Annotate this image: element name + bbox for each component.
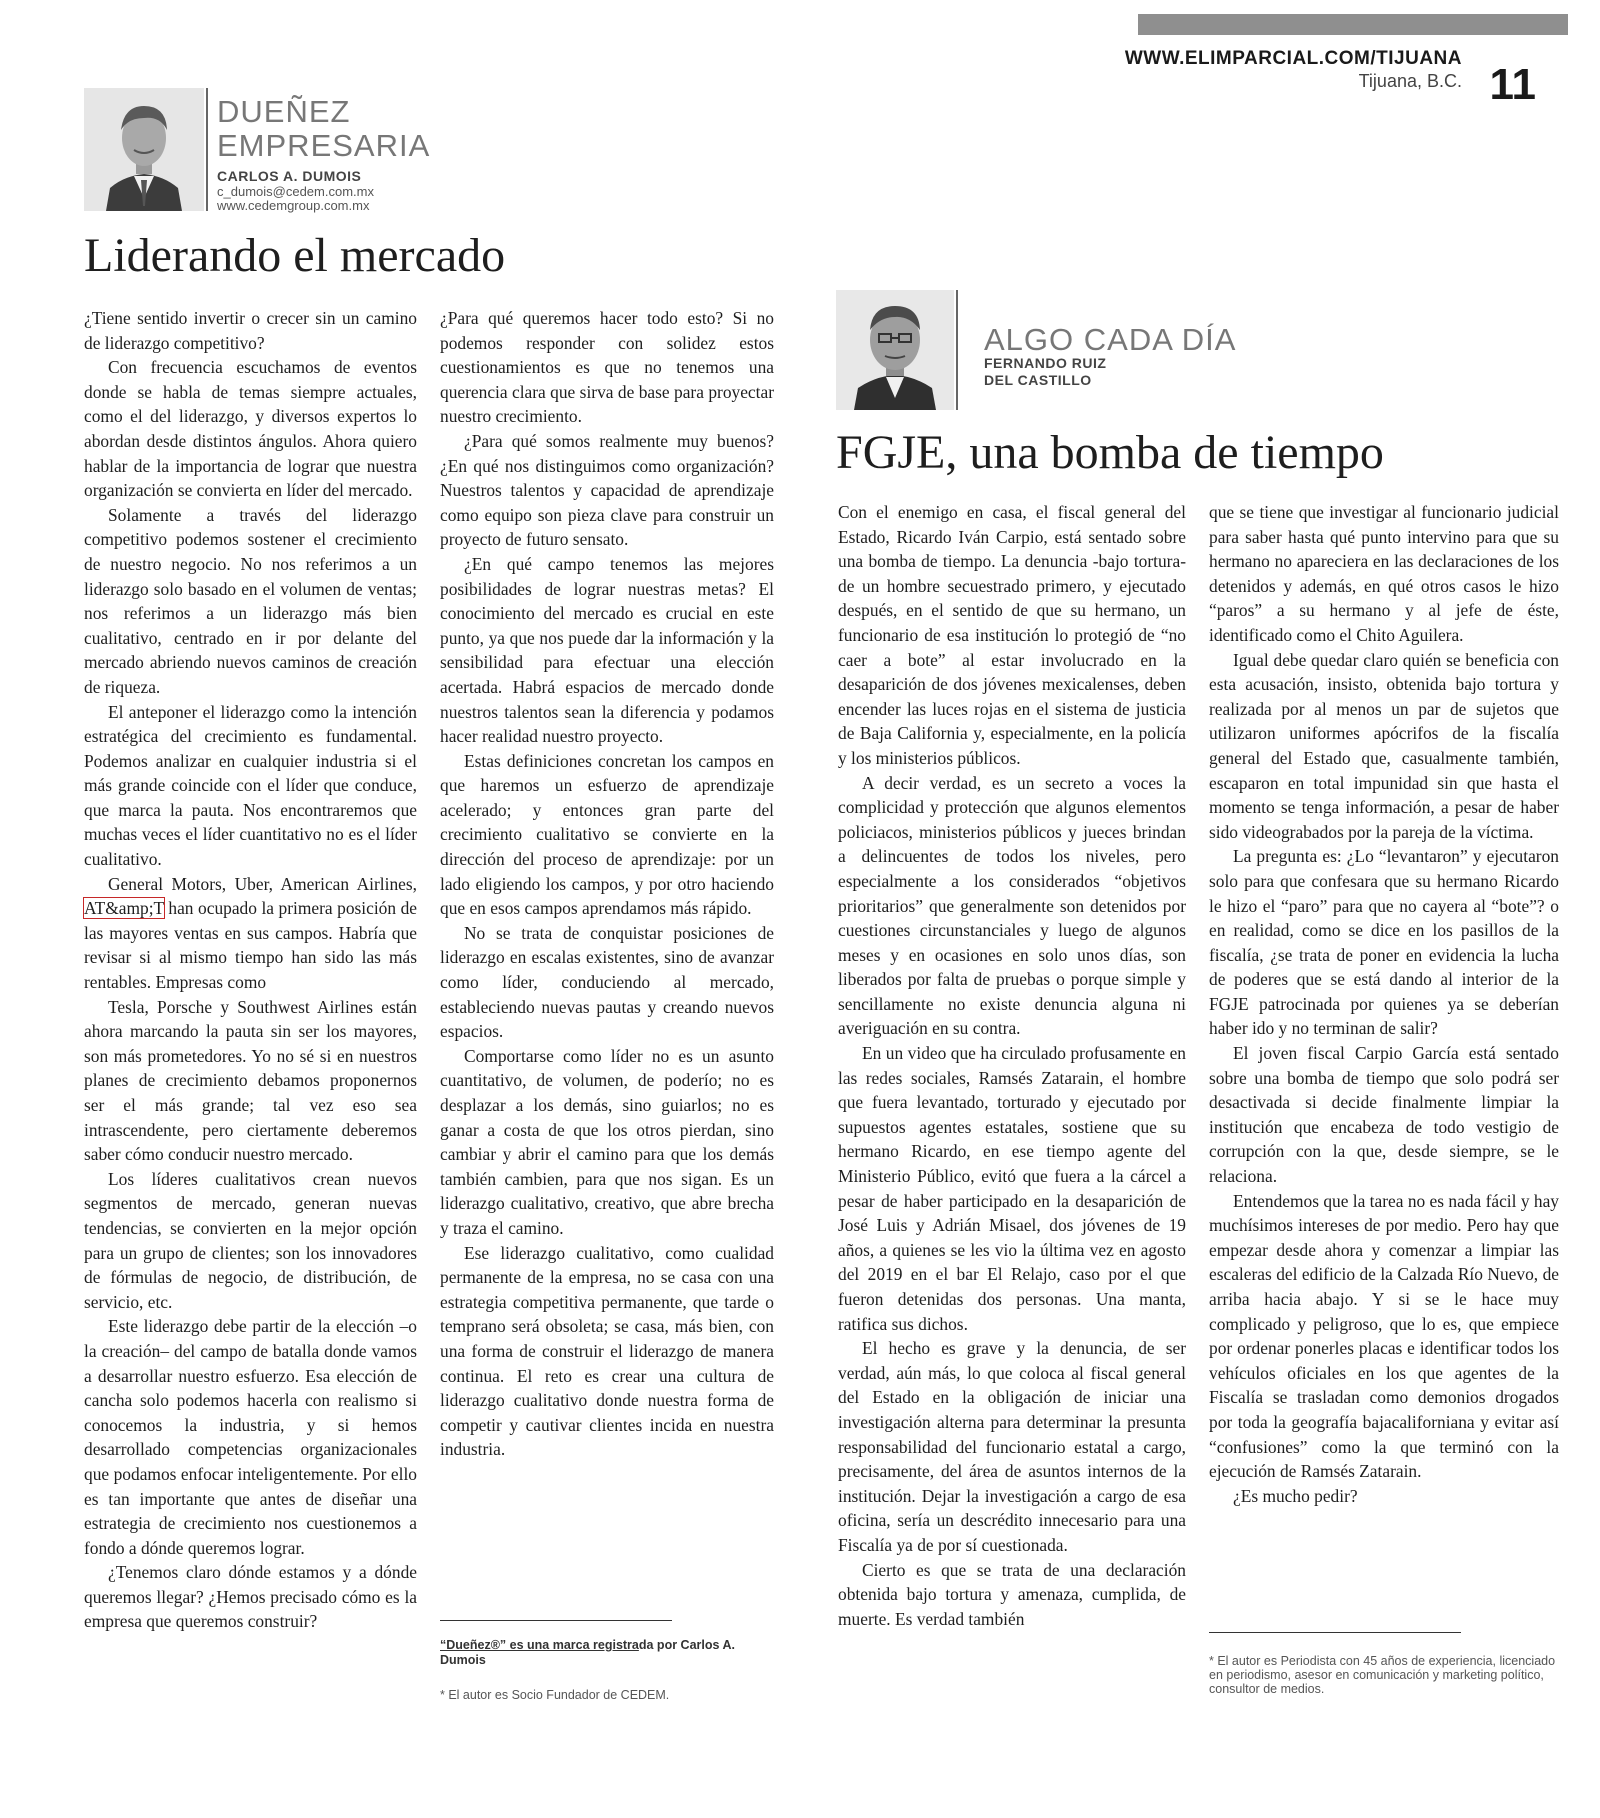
author-photo-ruiz <box>836 290 958 410</box>
footnote-divider <box>440 1620 672 1621</box>
portrait-icon <box>836 290 954 410</box>
paragraph: Tesla, Porsche y Southwest Airlines están ahora marcando la pauta sin ser los mayores, son más prometedores. Yo no sé si en nuestros planes de crecimiento debamos proponernos ser el más grande; tal vez eso sea intrascendente, pero ciertamente deberemos saber cómo conducir nuestro mercado. <box>84 996 417 1165</box>
author-name-line-1: FERNANDO RUIZ <box>984 355 1107 371</box>
highlighted-company[interactable]: AT&amp;T <box>84 898 164 919</box>
headline-fgje: FGJE, una bomba de tiempo <box>836 426 1384 479</box>
paragraph: En un video que ha circulado profusamente en las redes sociales, Ramsés Zatarain, el hombre que fuera levantado, torturado y ejecutado por supuestos agentes estatales, sostiene que su hermano Ricardo, en ese tiempo agente del Ministerio Público, evitó que fuera a la cárcel a pesar de haber participado en la desaparición de José Luis y Adrián Misael, dos jóvenes de 19 años, a quienes se les vio la última vez en agosto del 2019 en el bar El Relajo, caso por el que fueron detenidas dos personas. Una manta, ratifica sus dichos. <box>838 1043 1186 1334</box>
header-bar <box>1138 14 1568 35</box>
paragraph: La pregunta es: ¿Lo “levantaron” y ejecutaron solo para que confesara que su hermano Ricardo le hizo el “paro” para que no cayera al “bote”? o en realidad, como se dice en los pasillos de la fiscalía, ¿se trata de poner en evidencia la lucha de poderes que se está dando al interior de la FGJE patrocinada por quienes ya se deberían haber ido y no terminan de salir? <box>1209 846 1559 1039</box>
article-column-1a <box>84 306 417 1634</box>
portrait-icon <box>84 88 204 211</box>
paragraph: Igual debe quedar claro quién se beneficia con esta acusación, insisto, obtenida bajo tortura y realizada por al menos un par de sujetos que utilizaron uniformes apócrifos de la fiscalía general del Estado que, casualmente también, escaparon en total impunidad sin que hasta el momento se tenga información, a pesar de haber sido videograbados por la pareja de la víctima. <box>1209 649 1559 842</box>
page-number: 11 <box>1489 60 1536 109</box>
paragraph: El joven fiscal Carpio García está sentado sobre una bomba de tiempo que solo podrá ser desactivada si decide finalmente limpiar la institución que encabeza de todo vestigio de corrupción con la que, desde siempre, se le relaciona. <box>1209 1043 1559 1187</box>
paragraph <box>84 872 417 995</box>
author-email[interactable]: c_dumois@cedem.com.mx <box>217 184 374 199</box>
paragraph: A decir verdad, es un secreto a voces la complicidad y protección que algunos elementos policiacos, ministerios públicos y jueces brindan a delincuentes de todos los niveles, pero especialmente a los considerados “objetivos prioritarios” que generalmente son detenidos por cuestiones circunstanciales y luego de algunos meses y en ocasiones en solo unos días, son liberados por falta de pruebas o porque simple y sencillamente no existe denuncia alguna ni averiguación en su contra. <box>838 772 1186 1039</box>
column-kicker <box>217 95 430 163</box>
author-photo-dumois <box>84 88 208 211</box>
trademark-rest: da por Carlos A. Dumois <box>440 1638 735 1667</box>
article-column-2a <box>838 500 1186 1631</box>
author-footnote: * El autor es Socio Fundador de CEDEM. <box>440 1688 670 1702</box>
trademark-underlined: “Dueñez®” es una marca registra <box>440 1638 639 1652</box>
trademark-note <box>440 1638 774 1668</box>
author-footnote: * El autor es Periodista con 45 años de experiencia, licenciado en periodismo, asesor en comunicación y marketing político, consultor de medios. <box>1209 1654 1556 1696</box>
paragraph: ¿Para qué queremos hacer todo esto? Si no podemos responder con solidez estos cuestionamientos es que no tenemos una querencia clara que sirva de base para proyectar nuestro crecimiento. <box>440 308 774 427</box>
paragraph: ¿En qué campo tenemos las mejores posibilidades de lograr nuestras metas? El conocimiento del mercado es crucial en este punto, ya que nos puede dar la información y la sensibilidad para efectuar una elección acertada. Habrá espacios de mercado donde nuestros talentos sean la diferencia y podamos hacer realidad nuestro proyecto. <box>440 553 774 747</box>
paragraph: El hecho es grave y la denuncia, de ser verdad, aún más, lo que coloca al fiscal general del Estado en la obligación de iniciar una investigación alterna para determinar la presunta responsabilidad del funcionario estatal a cargo, precisamente, del área de asuntos internos de la institución. Dejar la investigación a cargo de esa oficina, sería un descrédito innecesario para una Fiscalía ya de por sí cuestionada. <box>838 1338 1186 1555</box>
paragraph: El anteponer el liderazgo como la intención estratégica del crecimiento es fundamental. Podemos analizar en cualquier industria si el más grande coincide con el líder que conduce, que marca la pauta. Nos encontraremos que muchas veces el líder cuantitativo no es el líder cualitativo. <box>84 701 417 870</box>
author-name: CARLOS A. DUMOIS <box>217 168 362 184</box>
author-name-line-2: DEL CASTILLO <box>984 372 1092 388</box>
text-span: han ocupado la primera posición de las mayores ventas en sus campos. Habría que revisar si al mismo tiempo han sido las más rentables. Empresas como <box>84 898 417 993</box>
paragraph: Con el enemigo en casa, el fiscal general del Estado, Ricardo Iván Carpio, está sentado sobre una bomba de tiempo. La denuncia -bajo tortura- de un hombre secuestrado primero, y ejecutado después, en el sentido de que su hermano, un funcionario de esa institución lo protegió de “no caer a bote” al estar involucrado en la desaparición de dos jóvenes mexicalenses, deben encender las luces rojas en el sistema de justicia de Baja California y, especialmente, en la policía y los ministerios públicos. <box>838 502 1186 768</box>
website-url[interactable]: WWW.ELIMPARCIAL.COM/TIJUANA <box>1124 48 1462 69</box>
headline-liderando: Liderando el mercado <box>84 229 506 282</box>
text-span: General Motors, Uber, American Airlines, <box>108 873 417 894</box>
paragraph: ¿Tiene sentido invertir o crecer sin un camino de liderazgo competitivo? <box>84 308 417 353</box>
paragraph: ¿Para qué somos realmente muy buenos? ¿En qué nos distinguimos como organización? Nuestros talentos y capacidad de aprendizaje como equipo son pieza clave para construir un proyecto de futuro sensato. <box>440 430 774 550</box>
kicker-line-2: EMPRESARIA <box>217 128 431 163</box>
paragraph: Cierto es que se trata de una declaración obtenida bajo tortura y amenaza, cumplida, de muerte. Es verdad también <box>838 1559 1186 1629</box>
footnote-divider <box>1209 1632 1461 1633</box>
paragraph: Con frecuencia escuchamos de eventos donde se habla de temas siempre actuales, como el del liderazgo, y diversos expertos lo abordan desde distintos ángulos. Ahora quiero hablar de la importancia de lograr que nuestra organización se convierta en líder del mercado. <box>84 357 417 501</box>
paragraph: que se tiene que investigar al funcionario judicial para saber hasta qué punto intervino para que su hermano no apareciera en las declaraciones de los detenidos y además, en qué otros casos le hizo “paros” a su hermano y al jefe de éste, identificado como el Chito Aguilera. <box>1209 502 1559 645</box>
author-website[interactable]: www.cedemgroup.com.mx <box>217 198 370 213</box>
paragraph: Estas definiciones concretan los campos en que haremos un esfuerzo de aprendizaje acelerado; y entonces gran parte del crecimiento cualitativo se convierte en la dirección del proceso de aprendizaje: por un lado eligiendo los campos, y por otro haciendo que en esos campos aprendamos más rápido. <box>440 750 774 919</box>
paragraph: Este liderazgo debe partir de la elección –o la creación– del campo de batalla donde vamos a desarrollar nuestro esfuerzo. Esa elección de cancha solo podemos hacerla con realismo si conocemos la industria, y si hemos desarrollado competencias organizacionales que podamos enfocar inteligentemente. Por ello es tan importante que antes de diseñar una estrategia de crecimiento nos cuestionemos a fondo a dónde queremos lograr. <box>84 1316 417 1558</box>
paragraph: Ese liderazgo cualitativo, como cualidad permanente de la empresa, no se casa con una estrategia competitiva permanente, que tarde o temprano será obsoleta; se casa, más bien, con una forma de construir el liderazgo de manera continua. El reto es crear una cultura de liderazgo cualitativo donde nuestra forma de competir y cautivar clientes incida en nuestra industria. <box>440 1242 774 1460</box>
paragraph: ¿Es mucho pedir? <box>1233 1485 1358 1506</box>
paragraph: Comportarse como líder no es un asunto cuantitativo, de volumen, de poderío; no es desplazar a los demás, sino guiarlos; no es ganar a costa de que los otros pierdan, sino cambiar y abrir el camino para que los demás también cambien, para que nos sigan. Es un liderazgo cualitativo, creativo, que abre brecha y traza el camino. <box>440 1045 774 1238</box>
paragraph: ¿Tenemos claro dónde estamos y a dónde queremos llegar? ¿Hemos precisado cómo es la empresa que queremos construir? <box>84 1562 417 1632</box>
column-kicker: ALGO CADA DÍA <box>984 322 1237 357</box>
article-column-2b <box>1209 500 1559 1508</box>
city-label: Tijuana, B.C. <box>1358 71 1462 91</box>
paragraph: Solamente a través del liderazgo competitivo podemos sostener el crecimiento de nuestro negocio. No nos referimos a un liderazgo solo basado en el volumen de ventas; nos referimos a un liderazgo más bien cualitativo, centrado en ir por delante del mercado abriendo nuevos caminos de creación de riqueza. <box>84 504 417 697</box>
article-column-1b <box>440 306 774 1462</box>
kicker-line-1: DUEÑEZ <box>217 94 351 129</box>
paragraph: Entendemos que la tarea no es nada fácil y hay muchísimos intereses de por medio. Pero hay que empezar desde ahora y comenzar a limpiar las escaleras del edificio de la Calzada Río Nuevo, de arriba hacia abajo. Y si se le hace muy complicado y peligroso, que lo es, que empiece por ordenar ponerles placas e identificar todos los vehículos oficiales en los que agentes de la Fiscalía se trasladan como demonios drogados por toda la geografía bajacaliforniana y evitar así “confusiones” como la que terminó con la ejecución de Ramsés Zatarain. <box>1209 1190 1559 1482</box>
paragraph: No se trata de conquistar posiciones de liderazgo en escalas existentes, sino de avanzar como líder, conduciendo al mercado, estableciendo nuevas pautas y creando nuevos espacios. <box>440 922 774 1042</box>
paragraph: Los líderes cualitativos crean nuevos segmentos de mercado, generan nuevas tendencias, se convierten en la mejor opción para un grupo de clientes; son los innovadores de fórmulas de negocio, de distribución, de servicio, etc. <box>84 1168 417 1312</box>
